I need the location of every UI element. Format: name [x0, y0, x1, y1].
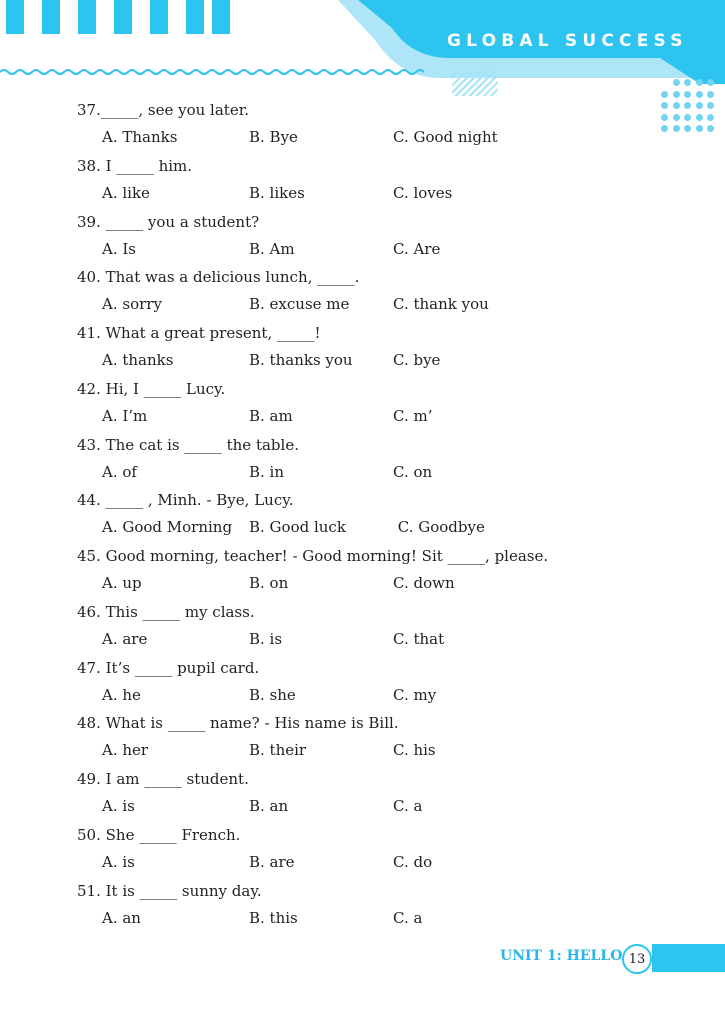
dot-decoration — [684, 91, 691, 98]
option-c: C. Good night — [393, 128, 498, 146]
option-a: A. up — [102, 574, 142, 592]
question-stem — [77, 213, 259, 231]
option-a: A. thanks — [102, 351, 174, 369]
question-text: It is _____ sunny day. — [100, 881, 262, 900]
question-stem — [77, 491, 293, 509]
question-text: I am _____ student. — [100, 770, 249, 788]
question-number: 37. — [77, 101, 101, 119]
option-c: C. my — [393, 685, 437, 704]
dot-decoration — [673, 79, 680, 86]
option-b: B. excuse me — [249, 295, 350, 314]
option-c: C. Are — [393, 239, 441, 258]
brand-title: GLOBAL SUCCESS — [447, 31, 688, 51]
question-item — [0, 491, 725, 547]
question-number: 47. — [77, 658, 101, 677]
question-number: 46. — [77, 602, 101, 621]
question-item — [0, 380, 725, 436]
dot-decoration — [684, 79, 691, 86]
option-b: B. in — [249, 462, 285, 481]
option-c: C. thank you — [393, 295, 489, 314]
question-item — [0, 714, 725, 770]
question-number: 40. — [77, 268, 101, 287]
question-stem — [77, 714, 399, 732]
option-a: A. sorry — [102, 295, 162, 314]
option-b: B. thanks you — [249, 351, 353, 369]
option-b: B. Good luck — [249, 518, 346, 537]
option-b: B. on — [249, 574, 289, 592]
question-item — [0, 826, 725, 882]
question-text: _____ you a student? — [100, 212, 260, 231]
option-b: B. Bye — [249, 128, 298, 146]
option-b: B. Am — [249, 239, 295, 258]
question-stem — [77, 157, 192, 175]
question-text: _____ , Minh. - Bye, Lucy. — [100, 491, 294, 510]
question-number: 43. — [77, 435, 101, 454]
question-number: 42. — [77, 379, 101, 398]
question-text: _____, see you later. — [100, 101, 249, 119]
question-number: 41. — [77, 324, 101, 342]
question-text: That was a delicious lunch, _____. — [100, 268, 360, 287]
question-text: The cat is _____ the table. — [100, 435, 299, 454]
question-item — [0, 603, 725, 659]
option-a: A. her — [102, 741, 149, 760]
question-stem — [77, 101, 249, 119]
option-c: C. Goodbye — [393, 518, 485, 537]
question-stem — [77, 603, 255, 621]
option-a: A. Thanks — [102, 128, 178, 146]
question-number: 44. — [77, 491, 101, 510]
question-item — [0, 101, 725, 157]
question-number: 50. — [77, 825, 101, 844]
dot-decoration — [707, 79, 714, 86]
question-text: What a great present, _____! — [100, 324, 321, 342]
dot-decoration — [696, 79, 703, 86]
dot-decoration — [707, 91, 714, 98]
option-b: B. their — [249, 741, 307, 760]
option-a: A. Is — [102, 239, 136, 258]
option-c: C. on — [393, 462, 433, 481]
question-item — [0, 770, 725, 826]
dot-decoration — [673, 91, 680, 98]
hatch-decoration — [452, 70, 498, 96]
question-text: This _____ my class. — [100, 602, 255, 621]
question-stem — [77, 882, 262, 900]
question-text: I _____ him. — [100, 156, 193, 175]
option-a: A. of — [102, 462, 137, 481]
option-c: C. m’ — [393, 406, 433, 425]
option-c: C. bye — [393, 351, 441, 369]
option-a: A. are — [102, 629, 148, 648]
question-stem — [77, 436, 299, 454]
question-number: 45. — [77, 547, 101, 565]
question-item — [0, 882, 725, 938]
question-list — [0, 101, 725, 937]
option-c: C. a — [393, 797, 423, 815]
option-a: A. is — [102, 852, 135, 871]
unit-label: UNIT 1: HELLO — [500, 948, 623, 964]
question-number: 48. — [77, 714, 101, 733]
page-number: 13 — [622, 944, 652, 974]
question-item — [0, 659, 725, 715]
option-a: A. an — [102, 908, 141, 927]
question-stem — [77, 770, 249, 788]
question-text: Hi, I _____ Lucy. — [100, 379, 226, 398]
option-c: C. that — [393, 629, 445, 648]
footer-bar — [652, 944, 725, 972]
option-b: B. an — [249, 797, 289, 815]
option-c: C. loves — [393, 183, 453, 202]
question-stem — [77, 268, 359, 286]
question-text: It’s _____ pupil card. — [100, 658, 260, 677]
option-c: C. a — [393, 908, 423, 927]
question-text: Good morning, teacher! - Good morning! Sit _____, please. — [100, 547, 549, 565]
option-a: A. like — [102, 183, 150, 202]
option-a: A. he — [102, 685, 141, 704]
question-stem — [77, 659, 259, 677]
dot-decoration — [696, 91, 703, 98]
question-number: 38. — [77, 156, 101, 175]
option-b: B. are — [249, 852, 295, 871]
option-c: C. down — [393, 574, 455, 592]
option-b: B. likes — [249, 183, 305, 202]
question-item — [0, 213, 725, 269]
question-number: 39. — [77, 212, 101, 231]
question-number: 51. — [77, 881, 101, 900]
option-b: B. this — [249, 908, 298, 927]
option-a: A. I’m — [102, 406, 148, 425]
question-item — [0, 324, 725, 380]
question-text: What is _____ name? - His name is Bill. — [100, 714, 399, 733]
question-stem — [77, 324, 321, 342]
question-stem — [77, 826, 240, 844]
question-stem — [77, 380, 225, 398]
option-b: B. she — [249, 685, 296, 704]
question-text: She _____ French. — [100, 825, 241, 844]
option-b: B. is — [249, 629, 283, 648]
option-c: C. his — [393, 741, 436, 760]
option-b: B. am — [249, 406, 293, 425]
header-banner — [0, 0, 725, 110]
question-item — [0, 436, 725, 492]
option-c: C. do — [393, 852, 433, 871]
option-a: A. is — [102, 797, 135, 815]
question-item — [0, 547, 725, 603]
question-item — [0, 157, 725, 213]
question-stem — [77, 547, 548, 565]
dot-decoration — [661, 91, 668, 98]
option-a: A. Good Morning — [102, 518, 233, 537]
question-item — [0, 268, 725, 324]
question-number: 49. — [77, 770, 101, 788]
